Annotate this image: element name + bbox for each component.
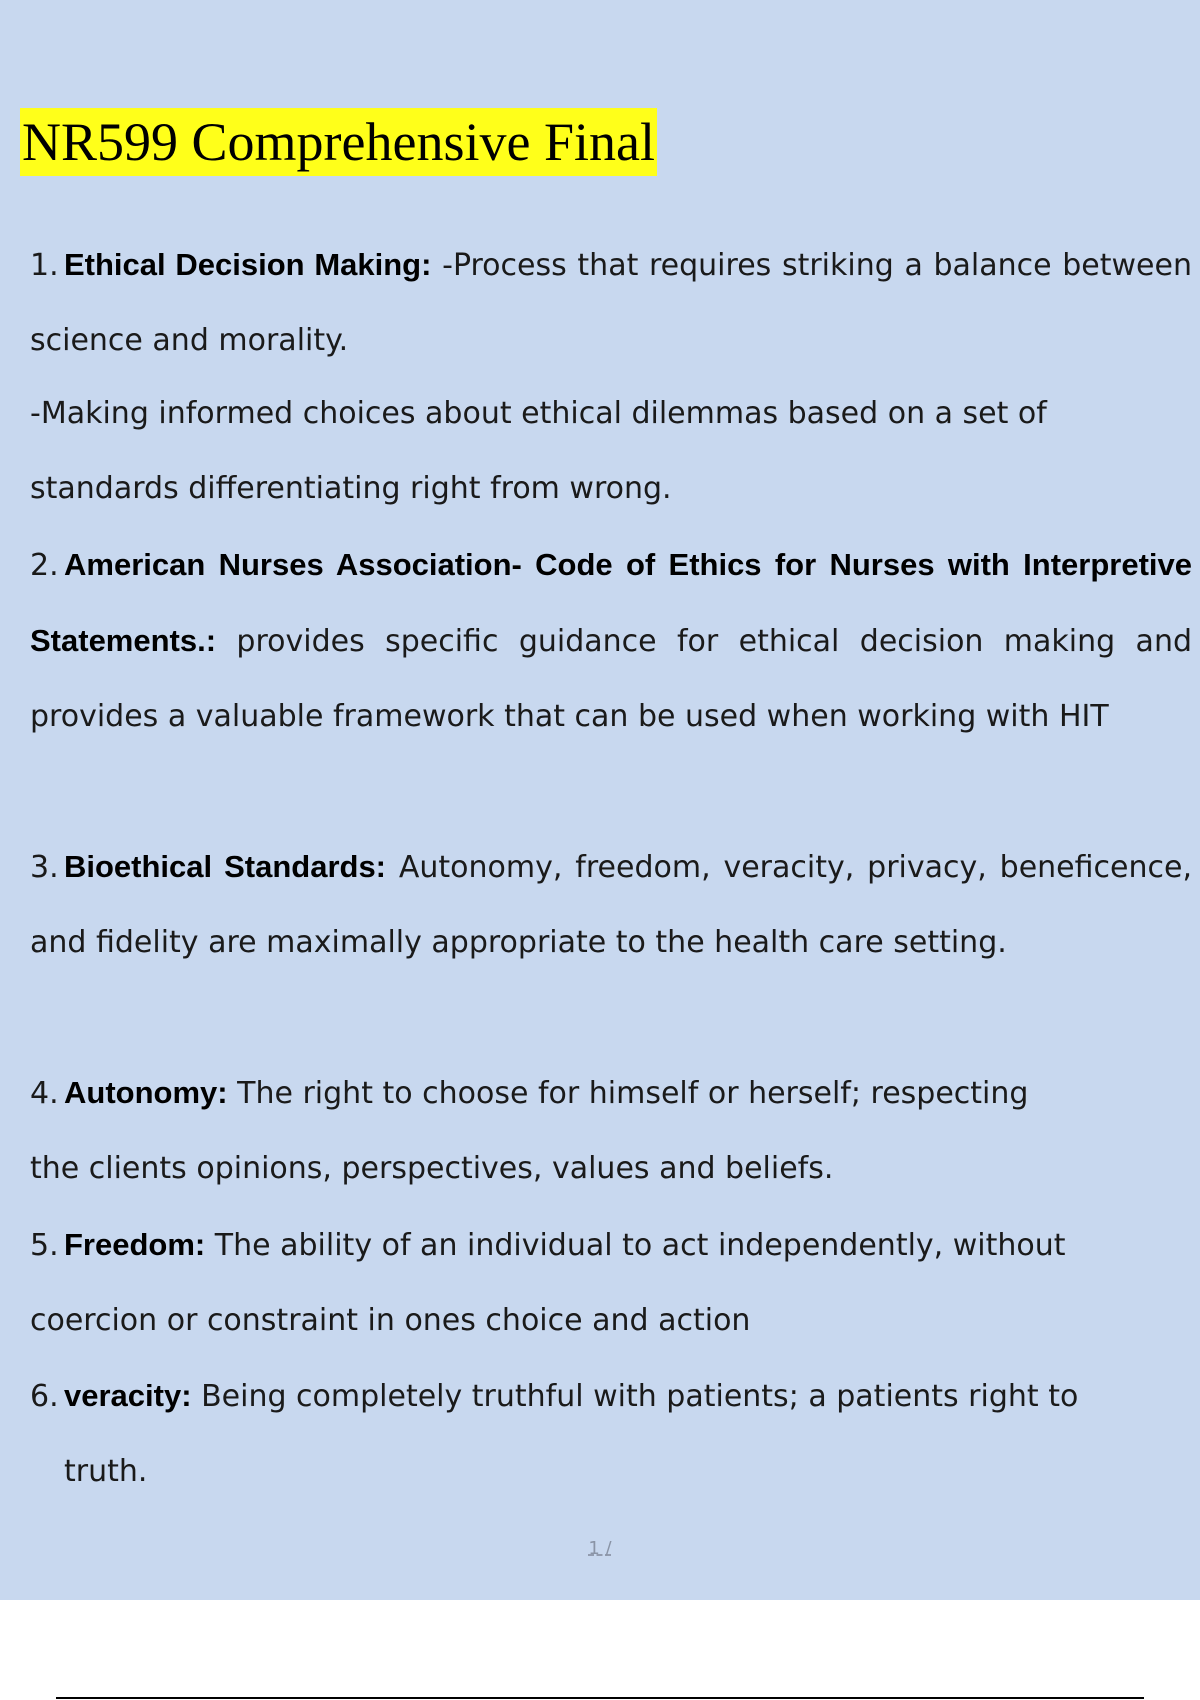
list-item-1 — [30, 227, 1192, 378]
page-number: 1 / — [588, 1538, 612, 1559]
item-number: 2. — [30, 548, 59, 583]
item-number: 4. — [30, 1076, 59, 1111]
list-item-4 — [30, 1055, 1192, 1206]
item-text-continued: the clients opinions, perspectives, values and beliefs. — [30, 1151, 834, 1186]
list-item-1-extra — [30, 376, 1192, 526]
item-text: The right to choose for himself or herself; respecting — [227, 1076, 1029, 1111]
item-number: 1. — [30, 248, 59, 283]
list-item-3 — [30, 829, 1192, 980]
item-number: 5. — [30, 1228, 59, 1263]
item-term: American Nurses Association- Code of Ethics for Nurses with Interpretive Statements.: — [30, 547, 1192, 658]
item-term: Freedom: — [64, 1227, 206, 1262]
item-text: The ability of an individual to act independently, without — [205, 1228, 1066, 1263]
item-text-continued: coercion or constraint in ones choice and action — [30, 1303, 751, 1338]
list-item-6 — [30, 1358, 1192, 1509]
item-text: provides specific guidance for ethical decision making and provides a valuable framework that can be used when working with HIT — [30, 624, 1192, 734]
item-text: Being completely truthful with patients; a patients right to — [191, 1379, 1079, 1414]
item-number: 3. — [30, 850, 59, 885]
footer-divider — [56, 1697, 1144, 1699]
list-item-5 — [30, 1207, 1192, 1358]
item-extra-text: -Making informed choices about ethical dilemmas based on a set of standards differentiating right from wrong. — [30, 396, 1047, 506]
item-term: Autonomy: — [64, 1075, 228, 1110]
item-term: Bioethical Standards: — [64, 849, 387, 884]
item-text-continued: truth. — [64, 1454, 148, 1489]
item-term: veracity: — [64, 1378, 192, 1413]
list-item-2 — [30, 527, 1192, 754]
item-text: Autonomy, freedom, veracity, privacy, beneficence, and fidelity are maximally appropriate to the health care setting. — [30, 850, 1192, 960]
item-term: Ethical Decision Making: — [64, 247, 432, 282]
item-text: -Process that requires striking a balance between science and morality. — [30, 248, 1192, 358]
title-wrap — [20, 108, 657, 176]
item-number: 6. — [30, 1379, 59, 1414]
page-title: NR599 Comprehensive Final — [20, 108, 657, 176]
